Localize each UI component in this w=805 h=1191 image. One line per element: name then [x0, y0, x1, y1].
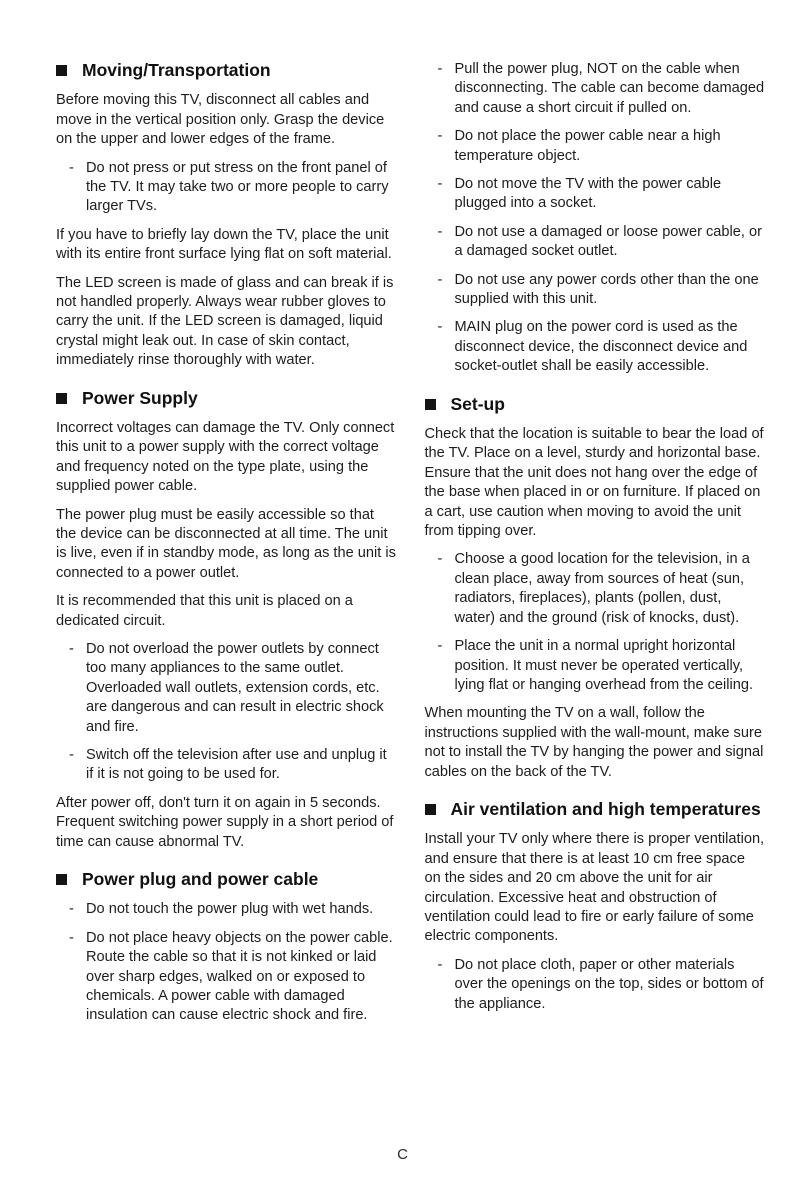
bullet-text: MAIN plug on the power cord is used as the disconnect device, the disconnect device and socket-outlet shall be easily accessible. [454, 319, 748, 375]
paragraph: When mounting the TV on a wall, follow the instructions supplied with the wall-mount, make sure not to install the TV by hanging the power and signal cables on the back of the TV. [424, 705, 764, 780]
bullet-dash-icon: - [437, 176, 443, 193]
bullet-dash-icon: - [437, 128, 443, 145]
page-footer-label: C [397, 1146, 408, 1163]
section-title: Set-up [450, 393, 505, 414]
bullet-text: Do not place the power cable near a high temperature object. [454, 128, 721, 164]
section-marker-icon [425, 804, 436, 815]
bullet-item [425, 318, 766, 376]
bullet-text: Do not press or put stress on the front panel of the TV. It may take two or more people to carry larger TVs. [86, 159, 389, 215]
section-marker-icon [56, 65, 67, 76]
bullet-text: Do not overload the power outlets by connect too many appliances to the same outlet. Overloaded wall outlets, extension cords, etc. are dangerous and can result in electric shock and fire. [86, 641, 384, 735]
bullet-item [425, 127, 766, 166]
section-heading [425, 799, 766, 820]
bullet-text: Place the unit in a normal upright horizontal position. It must never be operated vertically, lying flat or hanging overhead from the ceiling. [454, 638, 754, 693]
bullet-item [56, 900, 397, 919]
bullet-item [425, 550, 766, 628]
bullet-item [425, 175, 766, 214]
bullet-dash-icon: - [437, 638, 443, 655]
paragraph: Incorrect voltages can damage the TV. Only connect this unit to a power supply with the correct voltage and frequency noted on the type plate, using the supplied power cable. [56, 419, 395, 495]
paragraph: It is recommended that this unit is placed on a dedicated circuit. [56, 593, 353, 629]
section-marker-icon [56, 393, 67, 404]
bullet-dash-icon: - [69, 901, 74, 918]
paragraph: Check that the location is suitable to bear the load of the TV. Place on a level, sturdy and horizontal base. Ensure that the unit does not hang over the edge of the base when placed in or on furniture. If placed on a cart, use caution when moving to avoid the unit from tipping over. [424, 426, 764, 540]
bullet-item [56, 159, 397, 217]
bullet-dash-icon: - [69, 747, 74, 764]
section-heading [56, 60, 397, 81]
bullet-text: Do not use a damaged or loose power cable, or a damaged socket outlet. [454, 223, 762, 260]
bullet-text: Switch off the television after use and unplug it if it is not going to be used for. [86, 747, 387, 783]
right-column [425, 60, 766, 1035]
section-title: Power Supply [82, 387, 198, 408]
bullet-dash-icon: - [437, 551, 443, 568]
bullet-item [56, 929, 397, 1026]
bullet-text: Do not touch the power plug with wet hands. [86, 901, 374, 918]
bullet-item [425, 271, 766, 310]
bullet-text: Do not use any power cords other than the one supplied with this unit. [454, 271, 759, 308]
bullet-dash-icon: - [437, 319, 443, 336]
bullet-item [56, 640, 397, 737]
section-heading [56, 388, 397, 409]
bullet-dash-icon: - [437, 61, 443, 77]
two-column-layout [56, 60, 765, 1035]
bullet-text: Do not place cloth, paper or other materials over the openings on the top, sides or bottom of the appliance. [454, 956, 764, 1012]
bullet-item [56, 746, 397, 785]
bullet-text: Pull the power plug, NOT on the cable when disconnecting. The cable can become damaged and cause a short circuit if pulled on. [454, 61, 765, 116]
paragraph: The LED screen is made of glass and can break if is not handled properly. Always wear rubber gloves to carry the unit. If the LED screen is damaged, liquid crystal might leak out. In case of skin contact, immediately rinse thoroughly with water. [56, 274, 394, 369]
paragraph: The power plug must be easily accessible so that the device can be disconnected at all time. The unit is live, even if in standby mode, as long as the unit is connected to a power outlet. [56, 506, 396, 581]
bullet-text: Choose a good location for the television, in a clean place, away from sources of heat (sun, radiators, fireplaces), plants (pollen, dust, water) and the ground (risk of knocks, dust). [454, 551, 750, 626]
section-marker-icon [425, 399, 436, 410]
section-title: Moving/Transportation [82, 60, 271, 80]
bullet-item [425, 637, 766, 695]
bullet-dash-icon: - [69, 641, 74, 658]
section-title: Power plug and power cable [82, 869, 319, 890]
bullet-dash-icon: - [437, 223, 443, 240]
bullet-item [425, 956, 766, 1014]
paragraph: If you have to briefly lay down the TV, place the unit with its entire front surface lying flat on soft material. [56, 226, 392, 263]
bullet-item [425, 223, 766, 262]
bullet-dash-icon: - [69, 929, 74, 946]
bullet-dash-icon: - [69, 159, 74, 176]
bullet-dash-icon: - [437, 271, 443, 288]
bullet-dash-icon: - [437, 956, 443, 973]
paragraph: Install your TV only where there is proper ventilation, and ensure that there is at least 10 cm free space on the sides and 20 cm above the unit for air circulation. Excessive heat and obstruction of ventilation could lead to fire or early failure of some electric components. [424, 831, 765, 945]
section-heading [425, 394, 766, 415]
section-title: Air ventilation and high temperatures [450, 798, 761, 819]
left-column [56, 60, 397, 1035]
bullet-text: Do not place heavy objects on the power cable. Route the cable so that it is not kinked or laid over sharp edges, walked on or exposed to chemicals. A power cable with damaged insulation can cause electric shock and fire. [86, 929, 393, 1024]
section-marker-icon [56, 874, 67, 885]
bullet-text: Do not move the TV with the power cable plugged into a socket. [454, 176, 722, 212]
section-heading [56, 869, 397, 890]
paragraph: Before moving this TV, disconnect all cables and move in the vertical position only. Grasp the device on the upper and lower edges of the frame. [56, 92, 385, 148]
bullet-item [425, 60, 766, 118]
paragraph: After power off, don't turn it on again in 5 seconds. Frequent switching power supply in a short period of time can cause abnormal TV. [56, 794, 394, 850]
